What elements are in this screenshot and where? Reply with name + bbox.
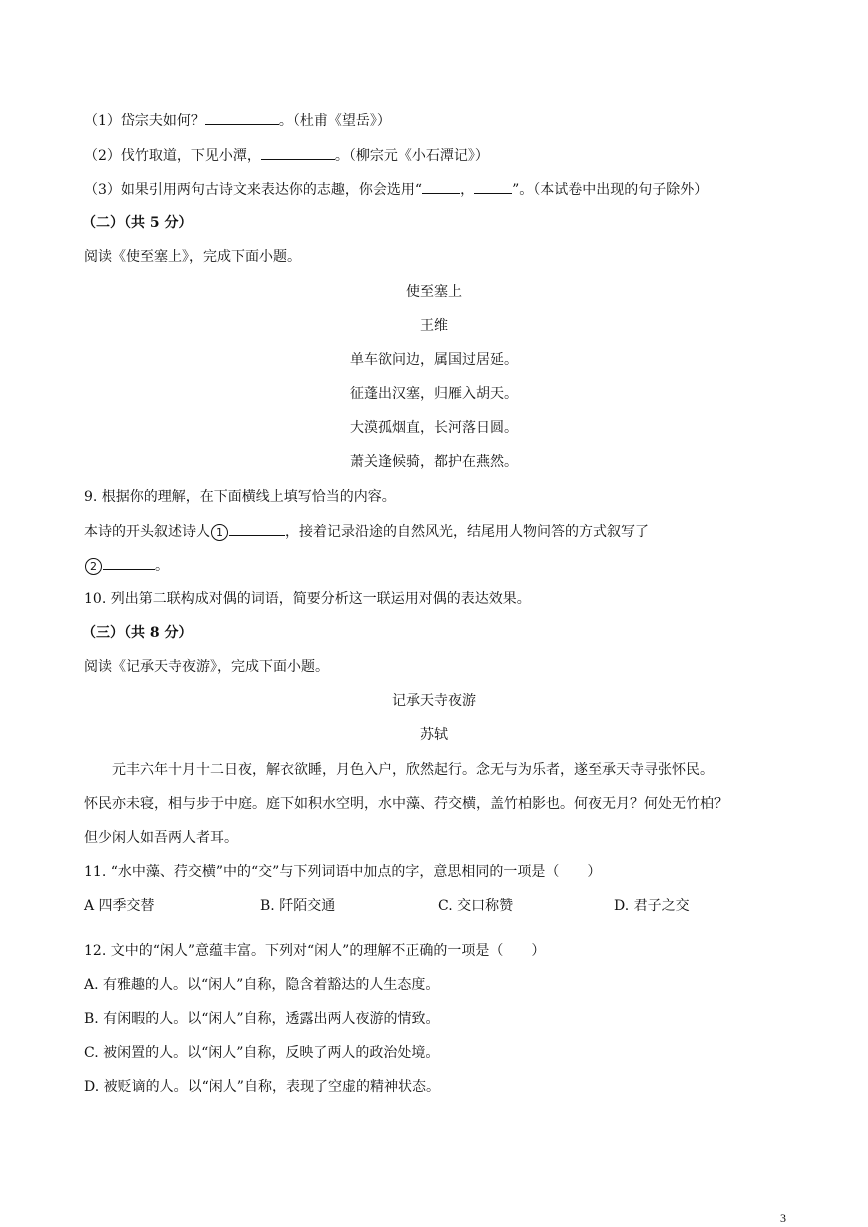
poem-line: 大漠孤烟直，长河落日圆。 [350,420,518,436]
comma: ， [460,182,475,198]
q8-1-source: 。（杜甫《望岳》） [278,113,391,129]
poem-author: 王维 [420,318,448,334]
q11-option-a[interactable]: A 四季交替 [84,898,155,914]
q9-text: ，接着记录沿途的自然风光，结尾用人物问答的方式叙写了 [285,524,649,540]
prose-author: 苏轼 [420,727,448,743]
q8-item-1 [84,110,391,131]
section-2-intro: 阅读《使至塞上》，完成下面小题。 [84,249,301,265]
q8-3-note: ”。（本试卷中出现的句子除外） [512,182,709,198]
section-3-intro: 阅读《记承天寺夜游》，完成下面小题。 [84,659,329,675]
prose-title: 记承天寺夜游 [392,693,476,709]
poem-line: 单车欲问边，属国过居延。 [350,352,518,368]
q12-option-c[interactable]: C. 被闲置的人。以“闲人”自称，反映了两人的政治处境。 [84,1045,440,1061]
q12-option-a[interactable]: A. 有雅趣的人。以“闲人”自称，隐含着豁达的人生态度。 [84,977,440,993]
q8-2-source: 。（柳宗元《小石潭记》） [334,148,489,164]
circled-number-2: 2 [85,558,102,575]
poem-line: 征蓬出汉塞，归雁入胡天。 [350,386,518,402]
q8-item-3 [84,179,708,200]
answer-blank[interactable] [474,179,512,194]
q9-text: 本诗的开头叙述诗人 [84,524,210,540]
prose-line: 元丰六年十月十二日夜，解衣欲睡，月色入户，欣然起行。念无与为乐者，遂至承天寺寻张怀民。 [112,762,714,778]
section-2-heading: （二）（共 5 分） [82,215,193,231]
question-9: 9. 根据你的理解，在下面横线上填写恰当的内容。 [84,489,396,505]
q9-body [84,521,649,542]
answer-blank[interactable] [422,179,460,194]
q8-3-prompt: （3）如果引用两句古诗文来表达你的志趣，你会选用“ [84,182,423,198]
q8-2-prompt: （2）伐竹取道，下见小潭， [84,148,261,164]
q12-option-b[interactable]: B. 有闲暇的人。以“闲人”自称，透露出两人夜游的情致。 [84,1011,440,1027]
q11-option-c[interactable]: C. 交口称赞 [438,898,514,914]
circled-number-1: 1 [211,524,228,541]
answer-blank[interactable] [205,110,279,125]
page-number: 3 [780,1211,786,1225]
prose-line: 怀民亦未寝，相与步于中庭。庭下如积水空明，水中藻、荇交横，盖竹柏影也。何夜无月？何处无竹柏？ [84,796,728,812]
q8-item-2 [84,145,489,166]
section-3-heading: （三）（共 8 分） [82,625,193,641]
answer-blank[interactable] [261,145,335,160]
q9-text: 。 [155,558,169,574]
q11-option-b[interactable]: B. 阡陌交通 [260,898,336,914]
answer-blank[interactable] [229,521,285,536]
q12-option-d[interactable]: D. 被贬谪的人。以“闲人”自称，表现了空虚的精神状态。 [84,1079,440,1095]
question-10: 10. 列出第二联构成对偶的词语，简要分析这一联运用对偶的表达效果。 [84,591,531,607]
q9-body-cont [84,555,169,576]
q8-1-prompt: （1）岱宗夫如何？ [84,113,205,129]
question-11: 11. “水中藻、荇交横”中的“交”与下列词语中加点的字，意思相同的一项是（ ） [84,864,602,880]
poem-title: 使至塞上 [406,284,462,300]
prose-line: 但少闲人如吾两人者耳。 [84,830,238,846]
q11-option-d[interactable]: D. 君子之交 [614,898,690,914]
question-12: 12. 文中的“闲人”意蕴丰富。下列对“闲人”的理解不正确的一项是（ ） [84,943,546,959]
answer-blank[interactable] [103,555,155,570]
poem-line: 萧关逢候骑，都护在燕然。 [350,454,518,470]
